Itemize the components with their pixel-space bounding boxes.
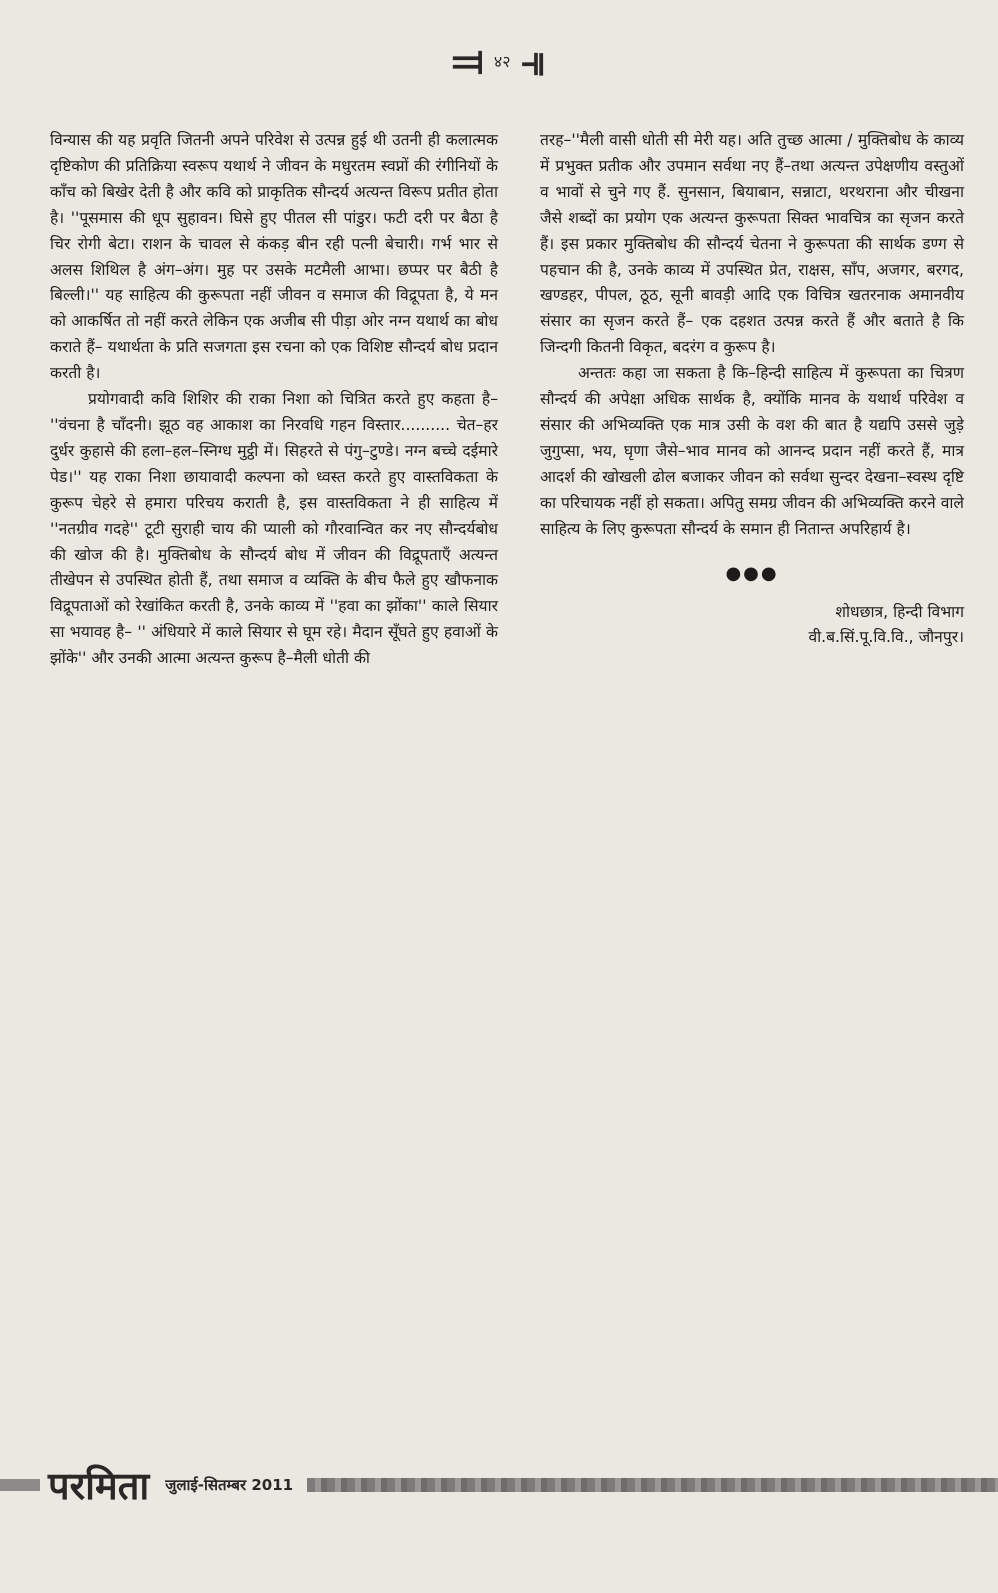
right-ornament-icon: ⫣ xyxy=(520,36,546,85)
right-column xyxy=(540,128,964,650)
footer-bar-left xyxy=(0,1479,40,1491)
section-separator: ●●● xyxy=(725,562,779,584)
left-ornament-icon: ⫤ xyxy=(452,36,484,85)
left-paragraph-1: विन्यास की यह प्रवृति जितनी अपने परिवेश से उत्पन्न हुई थी उतनी ही कलात्मक दृष्टिकोण की प्रतिक्रिया स्वरूप यथार्थ ने जीवन के मधुरतम स्वप्नों की रंगीनियों के काँच को बिखेर देती है और कवि को प्राकृतिक सौन्दर्य अत्यन्त विरूप प्रतीत होता है। ''पूसमास की धूप सुहावन। घिसे हुए पीतल सी पांडुर। फटी दरी पर बैठा है चिर रोगी बेटा। राशन के चावल से कंकड़ बीन रही पत्नी बेचारी। गर्भ भार से अलस शिथिल है अंग–अंग। मुह पर उसके मटमैली आभा। छप्पर पर बैठी है बिल्ली।'' यह साहित्य की कुरूपता नहीं जीवन व समाज की विद्रूपता है, ये मन को आकर्षित तो नहीं करते लेकिन एक अजीब सी पीड़ा ओर नग्न यथार्थ का बोध कराते हैं– यथार्थता के प्रति सजगता इस रचना को एक विशिष्ट सौन्दर्य बोध प्रदान करती है। xyxy=(50,131,498,383)
footer-bar-right xyxy=(307,1478,998,1492)
right-paragraph-2: अन्ततः कहा जा सकता है कि–हिन्दी साहित्य में कुरूपता का चित्रण सौन्दर्य की अपेक्षा अधिक सार्थक है, क्योंकि मानव के यथार्थ परिवेश व संसार की अभिव्यक्ति एक मात्र उसी के वश की बात है यद्यपि उससे जुड़े जुगुप्सा, भय, घृणा जैसे–भाव मानव को आनन्द प्रदान नहीं करते हैं, मात्र आदर्श की खोखली ढोल बजाकर जीवन को सर्वथा सुन्दर देखना–स्वस्थ दृष्टि का परिचायक नहीं हो सकता। अपितु समग्र जीवन की अभिव्यक्ति करने वाले साहित्य के लिए कुरूपता सौन्दर्य के समान ही नितान्त अपरिहार्य है। xyxy=(540,364,964,538)
right-paragraph-1: तरह–''मैली वासी धोती सी मेरी यह। अति तुच्छ आत्मा / मुक्तिबोध के काव्य में प्रभुक्त प्रतीक और उपमान सर्वथा नए हैं–तथा अत्यन्त उपेक्षणीय वस्तुओं व भावों से चुने गए हैं. सुनसान, बियाबान, सन्नाटा, थरथराना और चीखना जैसे शब्दों का प्रयोग एक अत्यन्त कुरूपता सिक्त भावचित्र का सृजन करते हैं। इस प्रकार मुक्तिबोध की सौन्दर्य चेतना ने कुरूपता की सार्थक डण्ग से पहचान की है, उनके काव्य में उपस्थित प्रेत, राक्षस, साँप, अजगर, बरगद, खण्डहर, पीपल, ठूठ, सूनी बावड़ी आदि एक विचित्र खतरनाक अमानवीय संसार का सृजन करते हैं– एक दहशत उत्पन्न करते हैं और बताते है कि जिन्दगी कितनी विकृत, बदरंग व कुरूप है। xyxy=(540,131,964,357)
left-column xyxy=(50,128,498,672)
page-header xyxy=(0,36,998,85)
signature-line-2: वी.ब.सिं.पू.वि.वि., जौनपुर। xyxy=(808,628,964,647)
left-paragraph-2: प्रयोगवादी कवि शिशिर की राका निशा को चित्रित करते हुए कहता है– ''वंचना है चाँदनी। झूठ वह आकाश का निरवधि गहन विस्तार.......... चेत–हर दुर्धर कुहासे की हला–हल–स्निग्ध मुट्ठी में। सिहरते से पंगु–टुण्डे। नग्न बच्चे दईमारे पेड।'' यह राका निशा छायावादी कल्पना को ध्वस्त करते हुए वास्तविकता के कुरूप चेहरे से हमारा परिचय कराती है, इस वास्तविकता ने ही साहित्य में ''नतग्रीव गदहे'' टूटी सुराही चाय की प्याली को गौरवान्वित कर नए सौन्दर्यबोध की खोज की है। मुक्तिबोध के सौन्दर्य बोध में जीवन की विद्रूपताएँ अत्यन्त तीखेपन से उपस्थित होती हैं, तथा समाज व व्यक्ति के बीच फैले हुए खौफनाक विद्रूपताओं को रेखांकित करती है, उनके काव्य में ''हवा का झोंका'' काले सियार सा भयावह है– '' अंधियारे में काले सियार से घूम रहे। मैदान सूँघते हुए हवाओं के झोंके'' और उनकी आत्मा अत्यन्त कुरूप है–मैली धोती की xyxy=(50,390,498,668)
signature-line-1: शोधछात्र, हिन्दी विभाग xyxy=(835,603,964,622)
page-number: ४२ xyxy=(493,52,511,71)
author-signature xyxy=(540,600,964,650)
page-footer xyxy=(0,1458,998,1512)
issue-date: जुलाई-सितम्बर 2011 xyxy=(165,1476,294,1494)
magazine-brand: परमिता xyxy=(48,1464,150,1508)
